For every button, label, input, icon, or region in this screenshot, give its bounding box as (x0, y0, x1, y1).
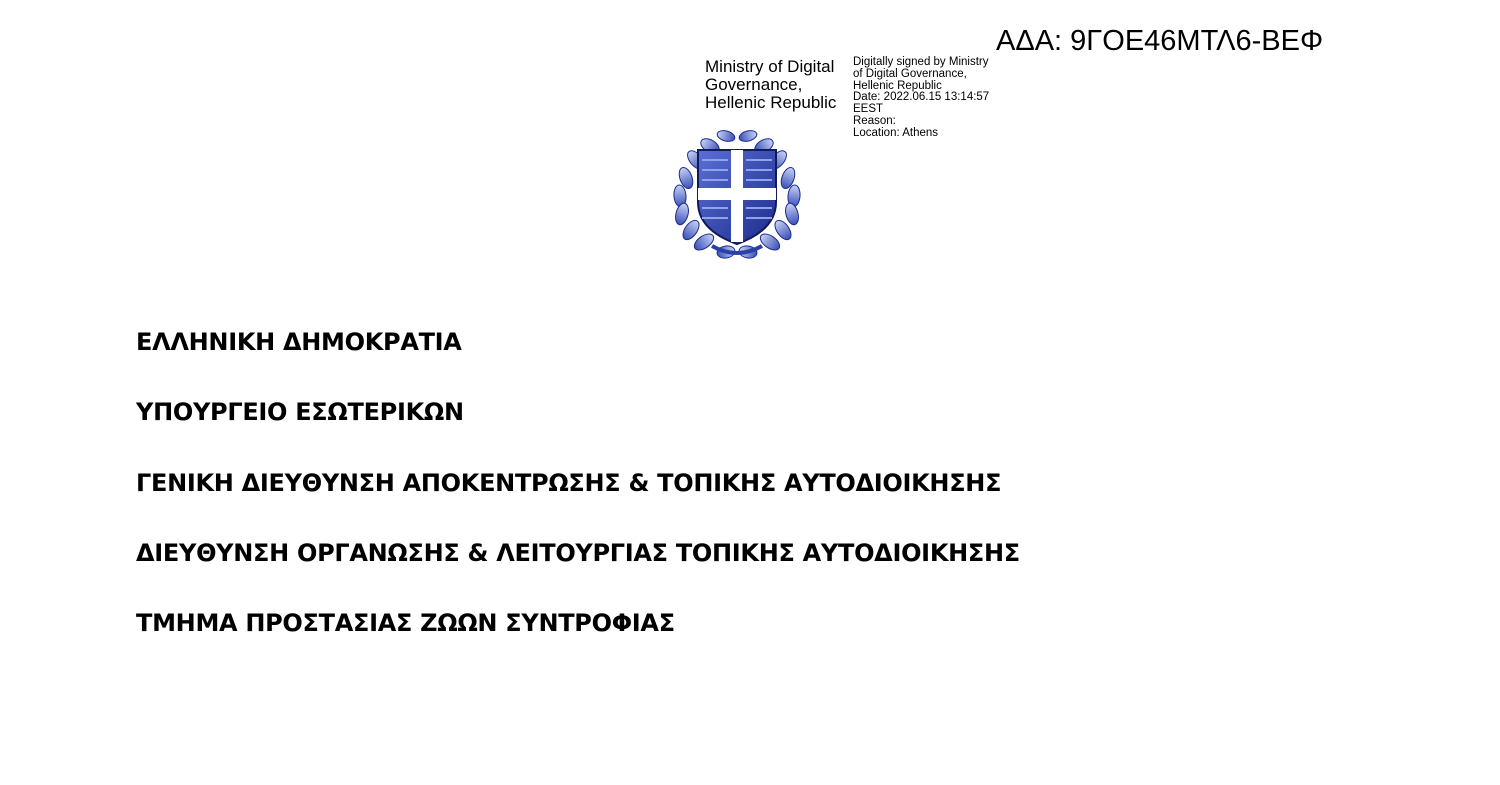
heading-line: ΥΠΟΥΡΓΕΙΟ ΕΣΩΤΕΡΙΚΩΝ (136, 398, 464, 427)
signature-detail-line: EEST (853, 103, 884, 116)
signature-detail-line: Reason: (853, 114, 896, 127)
signature-detail-line: Hellenic Republic (853, 79, 942, 92)
signature-detail-line: of Digital Governance, (853, 67, 967, 80)
document-headings (136, 322, 1020, 673)
signature-detail-line: Date: 2022.06.15 13:14:57 (853, 91, 990, 104)
heading-line: ΔΙΕΥΘΥΝΣΗ ΟΡΓΑΝΩΣΗΣ & ΛΕΙΤΟΥΡΓΙΑΣ ΤΟΠΙΚΗΣ ΑΥΤΟΔΙΟΙΚΗΣΗΣ (136, 538, 1020, 567)
signer-name (705, 58, 836, 112)
signature-detail-line: Location: Athens (853, 126, 939, 139)
signer-line: Governance, (705, 75, 803, 94)
heading-line: ΕΛΛΗΝΙΚΗ ΔΗΜΟΚΡΑΤΙΑ (136, 328, 462, 356)
heading-line: ΓΕΝΙΚΗ ΔΙΕΥΘΥΝΣΗ ΑΠΟΚΕΝΤΡΩΣΗΣ & ΤΟΠΙΚΗΣ ΑΥΤΟΔΙΟΙΚΗΣΗΣ (136, 468, 1002, 497)
signature-details (853, 57, 989, 140)
ada-code: ΑΔΑ: 9ΓΟΕ46ΜΤΛ6-ΒΕΦ (996, 25, 1324, 57)
greek-coat-of-arms-icon (664, 118, 810, 264)
heading-line: ΤΜΗΜΑ ΠΡΟΣΤΑΣΙΑΣ ΖΩΩΝ ΣΥΝΤΡΟΦΙΑΣ (136, 609, 675, 638)
signer-line: Hellenic Republic (705, 93, 837, 112)
signer-line: Ministry of Digital (705, 57, 835, 76)
signature-detail-line: Digitally signed by Ministry (853, 56, 989, 68)
